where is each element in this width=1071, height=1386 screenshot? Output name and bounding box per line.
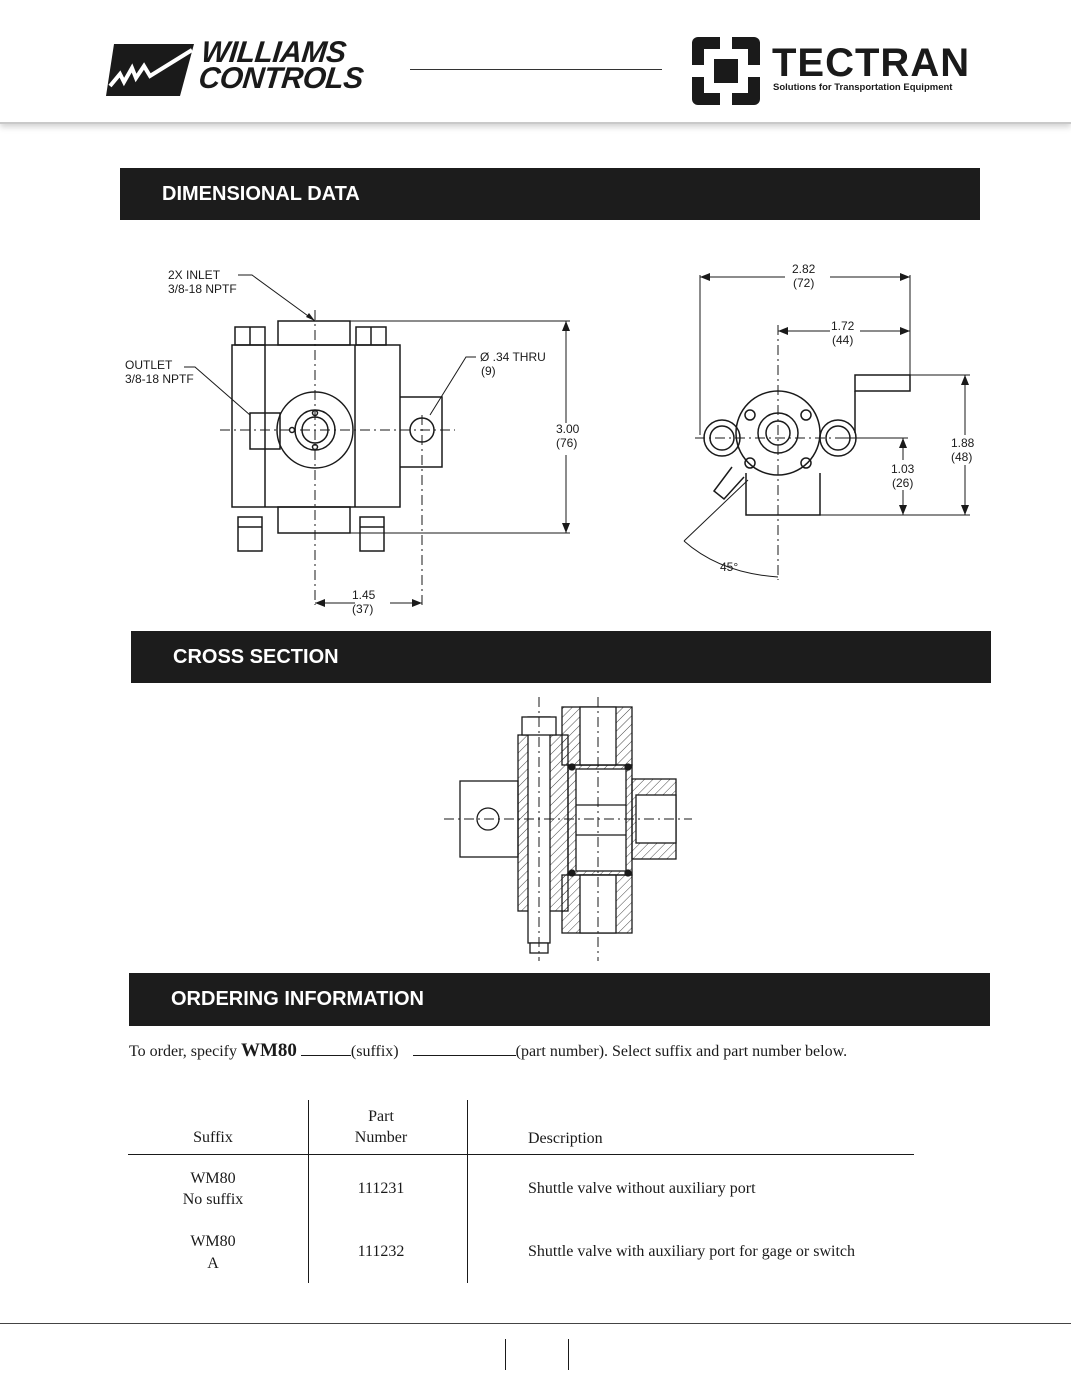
williams-controls-wordmark bbox=[196, 36, 367, 95]
inlet-label-line2: 3/8-18 NPTF bbox=[168, 282, 237, 296]
tectran-wordmark: TECTRAN bbox=[772, 41, 971, 85]
width-dim-mm: (72) bbox=[793, 276, 815, 290]
table-divider-2 bbox=[467, 1100, 468, 1283]
ordering-code: WM80 bbox=[240, 1040, 297, 1061]
header-divider bbox=[410, 69, 662, 70]
width-dim-inches: 2.82 bbox=[792, 262, 816, 276]
ordering-instructions bbox=[129, 1040, 929, 1062]
outlet-label-line1: OUTLET bbox=[125, 358, 173, 372]
inlet-label-line1: 2X INLET bbox=[168, 268, 221, 282]
shuttle-chamber bbox=[576, 769, 626, 871]
header-part-line1: Part bbox=[368, 1108, 394, 1125]
thru-hole-label-line2: (9) bbox=[481, 364, 496, 378]
table-divider-1 bbox=[308, 1100, 309, 1283]
section-header-cross-section: CROSS SECTION bbox=[131, 631, 991, 683]
offset-dim-inches: 1.45 bbox=[352, 588, 376, 602]
suffix-blank bbox=[301, 1055, 351, 1056]
footer-tick-right bbox=[568, 1339, 569, 1370]
ordering-prefix: To order, specify bbox=[129, 1043, 241, 1060]
height-dim-inches: 3.00 bbox=[556, 422, 580, 436]
inner-dim-inches: 1.72 bbox=[831, 319, 855, 333]
row1-part-number: 111231 bbox=[357, 1180, 405, 1197]
mounting-bracket bbox=[400, 397, 442, 467]
side-view-drawing bbox=[670, 255, 1000, 595]
ordering-table bbox=[128, 1100, 918, 1285]
table-header-rule bbox=[128, 1154, 914, 1155]
angle-dim: 45° bbox=[720, 560, 739, 574]
row2-description: Shuttle valve with auxiliary port for gage or switch bbox=[528, 1243, 856, 1260]
side-mounting-bracket bbox=[855, 375, 910, 391]
row1-description: Shuttle valve without auxiliary port bbox=[528, 1180, 756, 1197]
lower-dim-inches: 1.03 bbox=[891, 462, 915, 476]
side-height-dim-mm: (48) bbox=[951, 450, 973, 464]
front-view-drawing bbox=[110, 255, 610, 625]
tectran-mark-icon bbox=[690, 35, 762, 107]
row2-suffix-line1: WM80 bbox=[190, 1233, 236, 1250]
height-dim-mm: (76) bbox=[556, 436, 578, 450]
side-height-dim-inches: 1.88 bbox=[951, 436, 975, 450]
williams-controls-mark-icon bbox=[106, 42, 198, 98]
lower-dim-mm: (26) bbox=[892, 476, 914, 490]
part-number-label: (part number). Select suffix and part number below. bbox=[515, 1043, 848, 1060]
row1-suffix-line2: No suffix bbox=[182, 1191, 244, 1208]
williams-controls-logo bbox=[106, 36, 396, 100]
part-number-blank bbox=[413, 1055, 516, 1056]
footer-rule bbox=[0, 1323, 1071, 1324]
suffix-label: (suffix) bbox=[350, 1043, 399, 1060]
row2-suffix-line2: A bbox=[207, 1255, 219, 1272]
row2-part-number: 111232 bbox=[357, 1243, 405, 1260]
bolt-bottom-left bbox=[238, 517, 262, 551]
header-suffix: Suffix bbox=[193, 1129, 233, 1146]
cross-section-drawing bbox=[440, 695, 700, 965]
header-description: Description bbox=[528, 1130, 603, 1147]
wordmark-line-1: WILLIAMS bbox=[199, 36, 348, 69]
bolt-bottom-right bbox=[360, 517, 384, 551]
thru-hole-label-line1: Ø .34 THRU bbox=[480, 350, 546, 364]
footer-tick-left bbox=[505, 1339, 506, 1370]
section-header-ordering: ORDERING INFORMATION bbox=[129, 973, 990, 1026]
section-header-dimensional: DIMENSIONAL DATA bbox=[120, 168, 980, 220]
outlet-label-line2: 3/8-18 NPTF bbox=[125, 372, 194, 386]
tectran-tagline: Solutions for Transportation Equipment bbox=[773, 82, 953, 93]
header-part-line2: Number bbox=[354, 1129, 408, 1146]
valve-body-outline bbox=[232, 345, 400, 507]
row1-suffix-line1: WM80 bbox=[190, 1170, 236, 1187]
inner-dim-mm: (44) bbox=[832, 333, 854, 347]
tectran-logo bbox=[690, 35, 1020, 107]
wordmark-line-2: CONTROLS bbox=[196, 62, 365, 95]
page-header bbox=[0, 0, 1071, 124]
offset-dim-mm: (37) bbox=[352, 602, 374, 616]
